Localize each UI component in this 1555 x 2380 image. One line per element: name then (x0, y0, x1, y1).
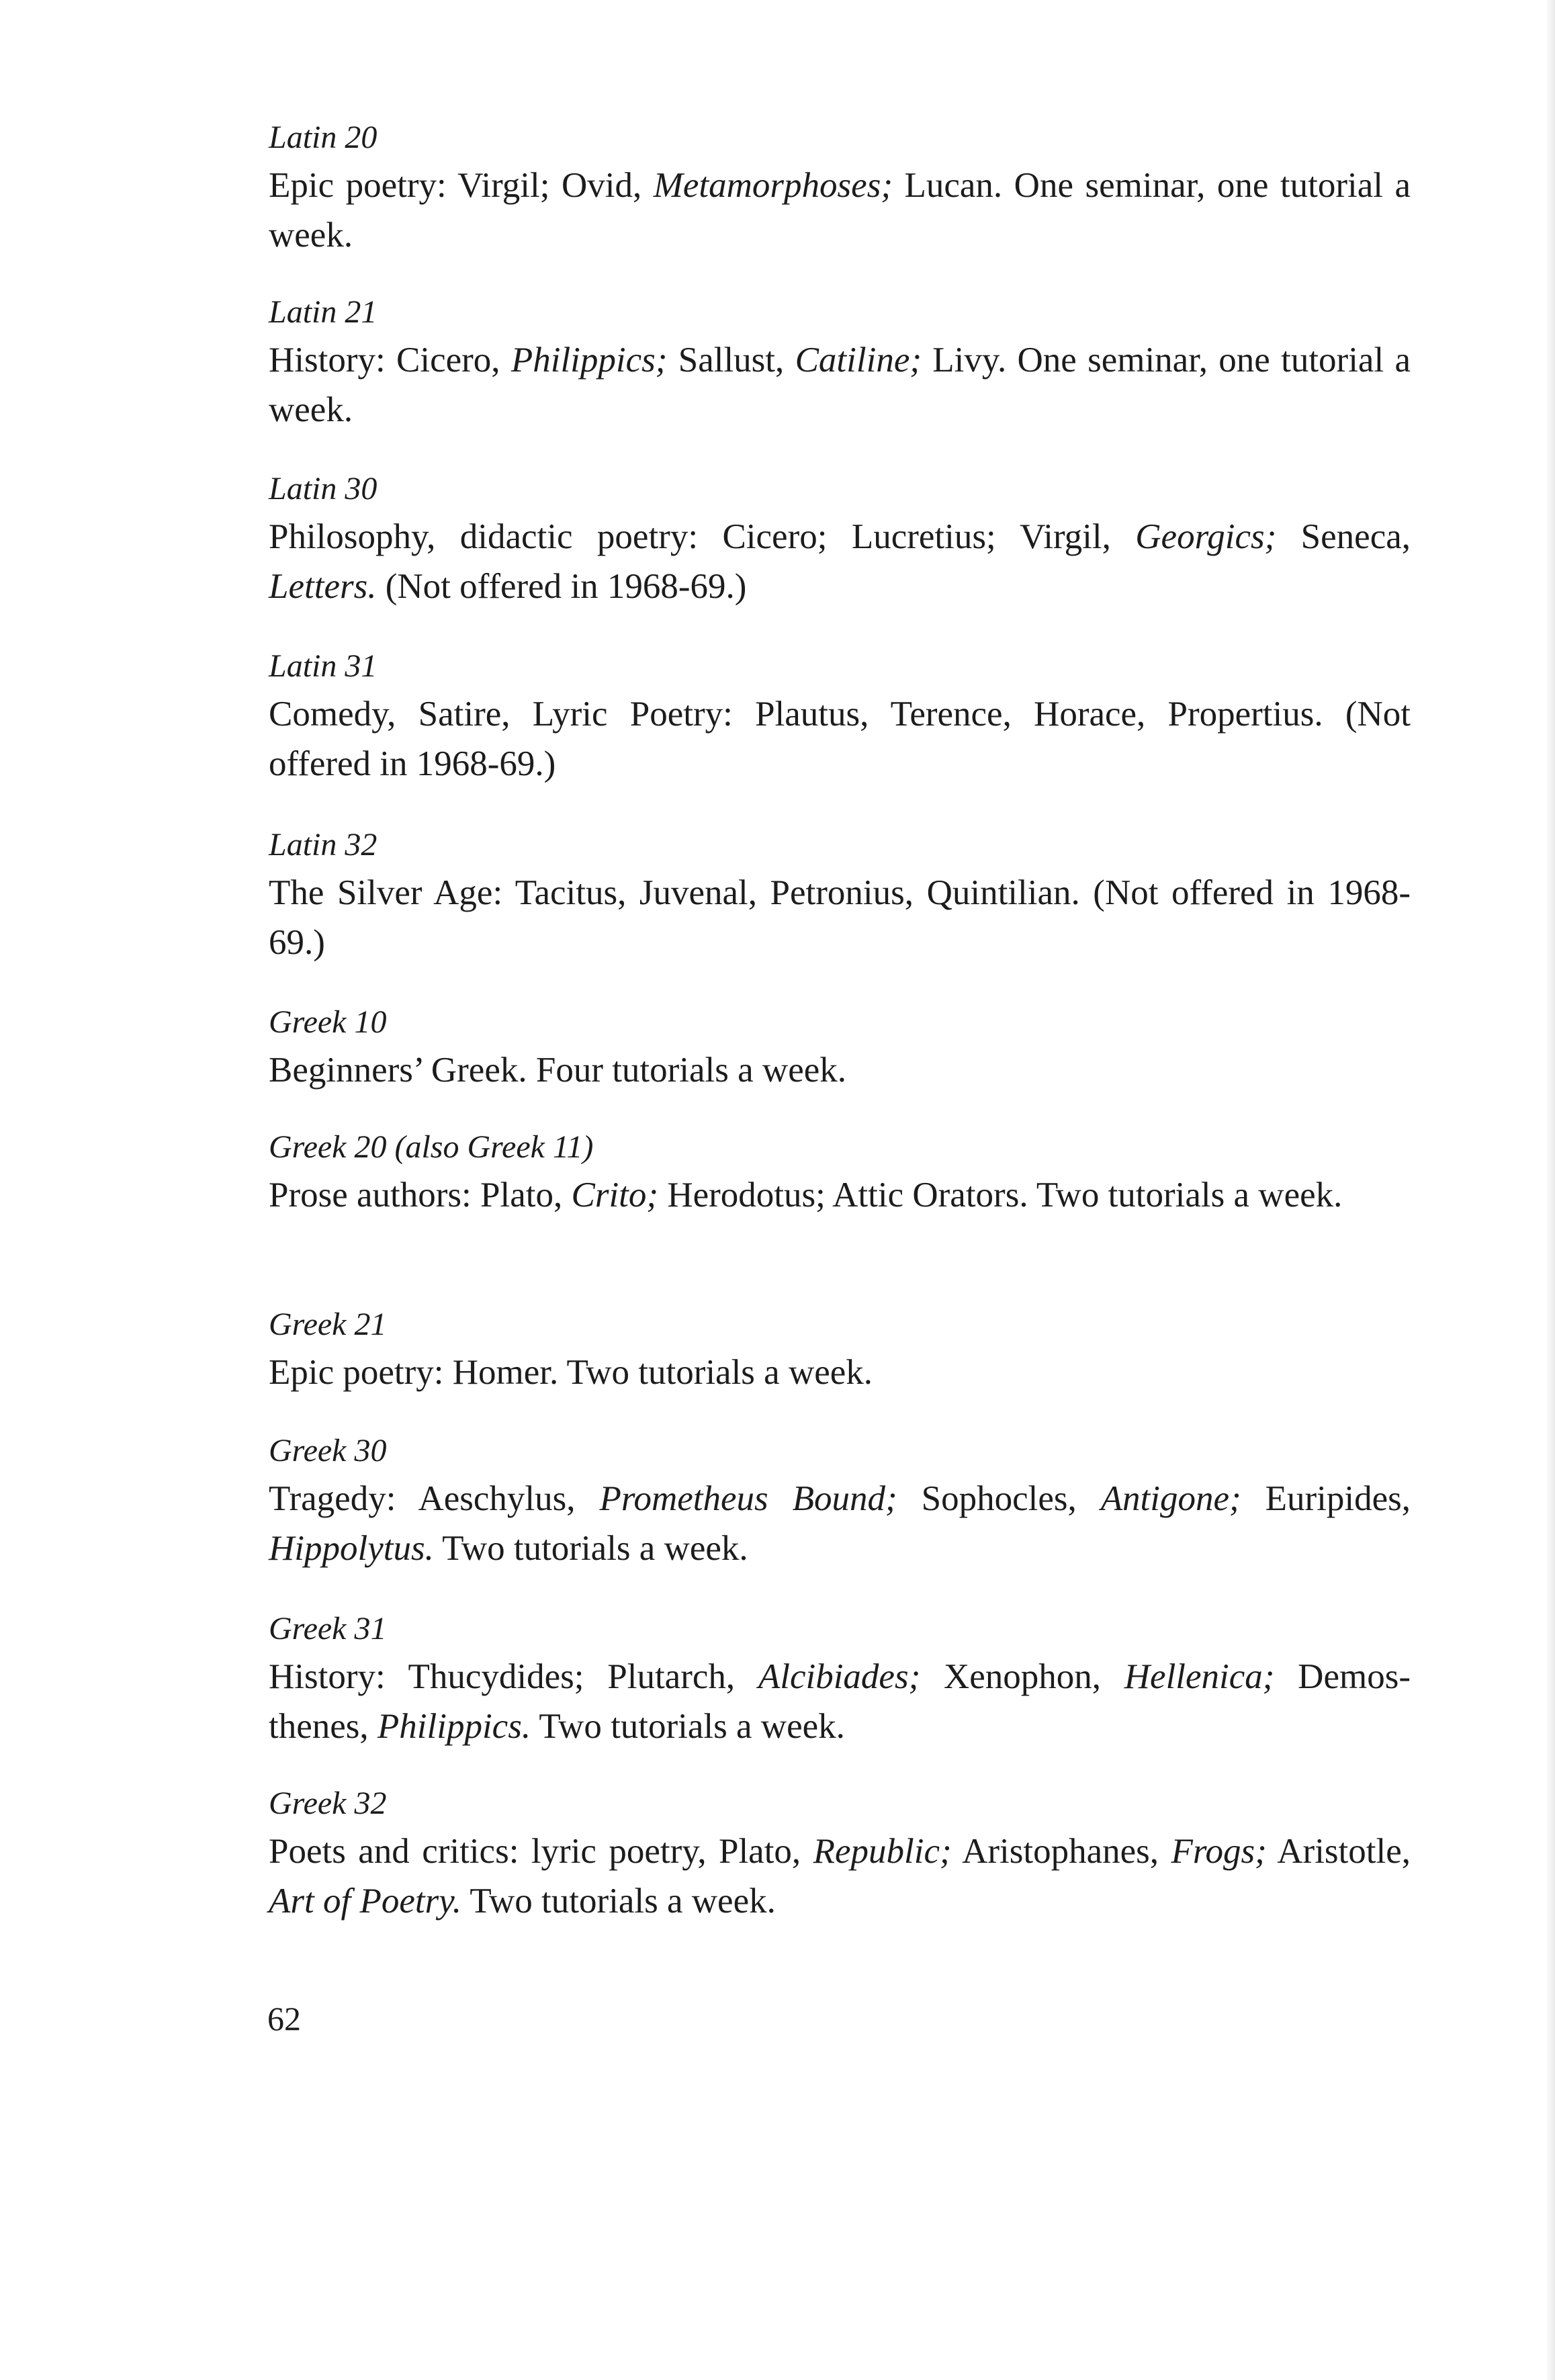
italic-title: Letters. (269, 567, 377, 606)
text-run: Two tutorials a week. (461, 1882, 776, 1921)
course-entry (269, 1127, 1411, 1220)
course-description (269, 161, 1411, 260)
course-entry (269, 469, 1411, 611)
course-code: Latin 20 (269, 120, 377, 155)
text-run: Aristophanes, (951, 1832, 1171, 1871)
text-run: Sallust, (667, 341, 795, 380)
course-entry (269, 118, 1411, 260)
course-code: Greek 10 (269, 1004, 387, 1040)
text-run: History: Thucydides; Plutarch, (269, 1657, 758, 1696)
course-description (269, 1474, 1411, 1573)
italic-title: Antigone; (1100, 1479, 1241, 1518)
text-run: Epic poetry: Homer. Two tutorials a week. (269, 1353, 873, 1392)
text-run: Sophocles, (897, 1479, 1101, 1518)
course-description (269, 512, 1411, 611)
course-code: Greek 21 (269, 1307, 387, 1342)
course-code: Greek 20 (269, 1129, 387, 1165)
course-description (269, 1170, 1411, 1220)
course-code: Latin 21 (269, 294, 377, 330)
italic-title: Alcibiades; (758, 1657, 921, 1696)
italic-title: Metamorphoses; (653, 166, 893, 205)
text-run: ) (582, 1129, 594, 1165)
course-entry (269, 825, 1411, 967)
course-heading (269, 646, 1411, 687)
italic-title: Prometheus Bound; (599, 1479, 897, 1518)
course-entry (269, 1783, 1411, 1926)
course-code: Latin 30 (269, 471, 377, 506)
course-description (269, 868, 1411, 967)
course-code: Greek 30 (269, 1433, 387, 1468)
text-run: Prose authors: Plato, (269, 1176, 572, 1215)
text-run: Aristotle, (1266, 1832, 1411, 1871)
course-entry (269, 1305, 1411, 1397)
italic-title: Philippics. (377, 1707, 531, 1746)
course-entry (269, 1431, 1411, 1573)
course-description (269, 1348, 1411, 1397)
text-run: Demosthenes, (269, 1657, 1411, 1746)
text-run: The Silver Age: Tacitus, Juvenal, Petronius, Quintilian. (Not offered in 1968-69.) (269, 873, 1411, 962)
text-run: Comedy, Satire, Lyric Poetry: Plautus, Terence, Horace, Propertius. (Not offered in 1968-69.) (269, 695, 1411, 783)
course-description (269, 1045, 1411, 1095)
text-run: Poets and critics: lyric poetry, Plato, (269, 1832, 813, 1871)
course-heading (269, 1127, 1411, 1167)
text-run: Livy. One seminar, one tutorial a week. (269, 341, 1411, 429)
course-heading (269, 1783, 1411, 1824)
text-run: Seneca, (1276, 517, 1411, 556)
page-edge-shadow (1546, 0, 1555, 2380)
course-heading (269, 1431, 1411, 1471)
text-run: History: Cicero, (269, 341, 511, 380)
text-run: Euripides, (1241, 1479, 1411, 1518)
course-entry (269, 646, 1411, 789)
text-run: Philosophy, didactic poetry: Cicero; Lucretius; Virgil, (269, 517, 1136, 556)
page-number: 62 (267, 2000, 301, 2037)
text-run: Xenophon, (920, 1657, 1124, 1696)
course-entry (269, 1609, 1411, 1751)
text-run: Lucan. One seminar, one tutorial a week. (269, 166, 1411, 255)
course-heading (269, 118, 1411, 158)
course-code: Greek 32 (269, 1786, 387, 1821)
course-code: Latin 31 (269, 648, 377, 684)
text-run: Beginners’ Greek. Four tutorials a week. (269, 1051, 847, 1090)
course-heading-note (386, 1129, 593, 1165)
italic-title: Crito; (571, 1176, 659, 1215)
text-run: Herodotus; Attic Orators. Two tutorials a week. (658, 1176, 1343, 1215)
italic-title: Republic; (813, 1832, 952, 1871)
text-run: Tragedy: Aeschylus, (269, 1479, 600, 1518)
course-entry (269, 1002, 1411, 1095)
italic-title: Catiline; (795, 341, 922, 380)
italic-title: Georgics; (1135, 517, 1277, 556)
text-run: Two tutorials a week. (433, 1529, 748, 1568)
course-entry (269, 292, 1411, 435)
italic-title: Art of Poetry. (269, 1882, 462, 1921)
text-run: Epic poetry: Virgil; Ovid, (269, 166, 654, 205)
course-description (269, 689, 1411, 789)
course-heading (269, 1609, 1411, 1649)
text-run: (Not offered in 1968-69.) (376, 567, 747, 606)
course-heading (269, 469, 1411, 509)
italic-title: Frogs; (1171, 1832, 1267, 1871)
italic-title: Hippolytus. (269, 1529, 434, 1568)
italic-title: Philippics; (510, 341, 668, 380)
italic-title: Hellenica; (1124, 1657, 1275, 1696)
course-heading (269, 1002, 1411, 1043)
course-code: Greek 31 (269, 1611, 387, 1646)
course-description (269, 335, 1411, 435)
course-description (269, 1652, 1411, 1751)
course-heading (269, 825, 1411, 865)
course-heading (269, 1305, 1411, 1345)
text-run: Two tutorials a week. (531, 1707, 845, 1746)
text-run: (also (386, 1129, 468, 1165)
course-description (269, 1826, 1411, 1926)
italic-title: Greek 11 (467, 1129, 583, 1165)
course-code: Latin 32 (269, 827, 377, 863)
course-heading (269, 292, 1411, 333)
